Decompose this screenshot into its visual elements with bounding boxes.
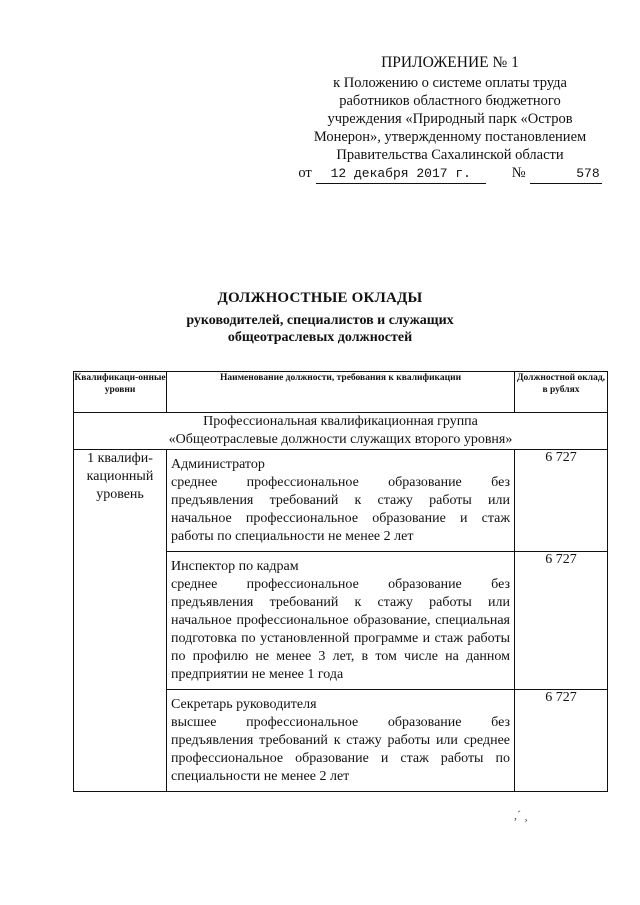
level-label: 1 квалифи-кационный уровень [86,451,154,502]
scan-marks: ,´ ¸ [514,808,528,822]
appendix-line: работников областного бюджетного [339,93,561,109]
from-label: от [298,165,312,181]
approval-date-line [290,164,610,184]
position-cell [167,450,515,552]
document-subtitle-2: общеотраслевых должностей [227,330,413,345]
table-row [74,450,608,552]
document-title: ДОЛЖНОСТНЫЕ ОКЛАДЫ [217,290,423,306]
position-requirements: среднее профессиональное образование без предъявления требований к стажу работы или начальное профессиональное образование, специальная подготовка по установленной программе и стаж работы по профилю не менее 3 лет, в том числе на данном предприятии не менее 1 года [171,577,510,682]
position-title: Администратор [171,457,265,472]
number-label: № [511,165,526,181]
salary-table [73,371,608,792]
salary-value: 6 727 [515,690,608,792]
approval-date: 12 декабря 2017 г. [316,165,486,184]
position-cell [167,552,515,690]
table-header-row [74,372,608,413]
position-cell [167,690,515,792]
header-level: Квалификаци-онные уровни [74,372,167,413]
position-requirements: высшее профессиональное образование без предъявления требований к стажу работы или среднее профессиональное образование и стаж работы по специальности не менее 2 лет [171,715,510,784]
appendix-line: Правительства Сахалинской области [336,147,564,163]
group-row [74,413,608,450]
qualification-level [74,450,167,792]
appendix-block [290,54,610,184]
header-salary: Должностной оклад, в рублях [515,372,608,413]
position-requirements: среднее профессиональное образование без предъявления требований к стажу работы или начальное профессиональное образование и стаж работы по специальности не менее 2 лет [171,475,510,544]
qualification-group [74,413,608,450]
appendix-line: к Положению о системе оплаты труда [333,75,567,91]
resolution-number: 578 [530,165,602,184]
group-line-1: Профессиональная квалификационная группа [203,414,478,429]
document-subtitle-1: руководителей, специалистов и служащих [186,313,454,328]
salary-value: 6 727 [515,450,608,552]
appendix-line: учреждения «Природный парк «Остров [327,111,573,127]
appendix-heading: ПРИЛОЖЕНИЕ № 1 [381,54,519,71]
position-title: Секретарь руководителя [171,697,317,712]
position-title: Инспектор по кадрам [171,559,299,574]
salary-value: 6 727 [515,552,608,690]
header-position: Наименование должности, требования к квалификации [167,372,515,413]
group-line-2: «Общеотраслевые должности служащих второго уровня» [168,432,513,447]
appendix-line: Монерон», утвержденному постановлением [313,129,587,145]
